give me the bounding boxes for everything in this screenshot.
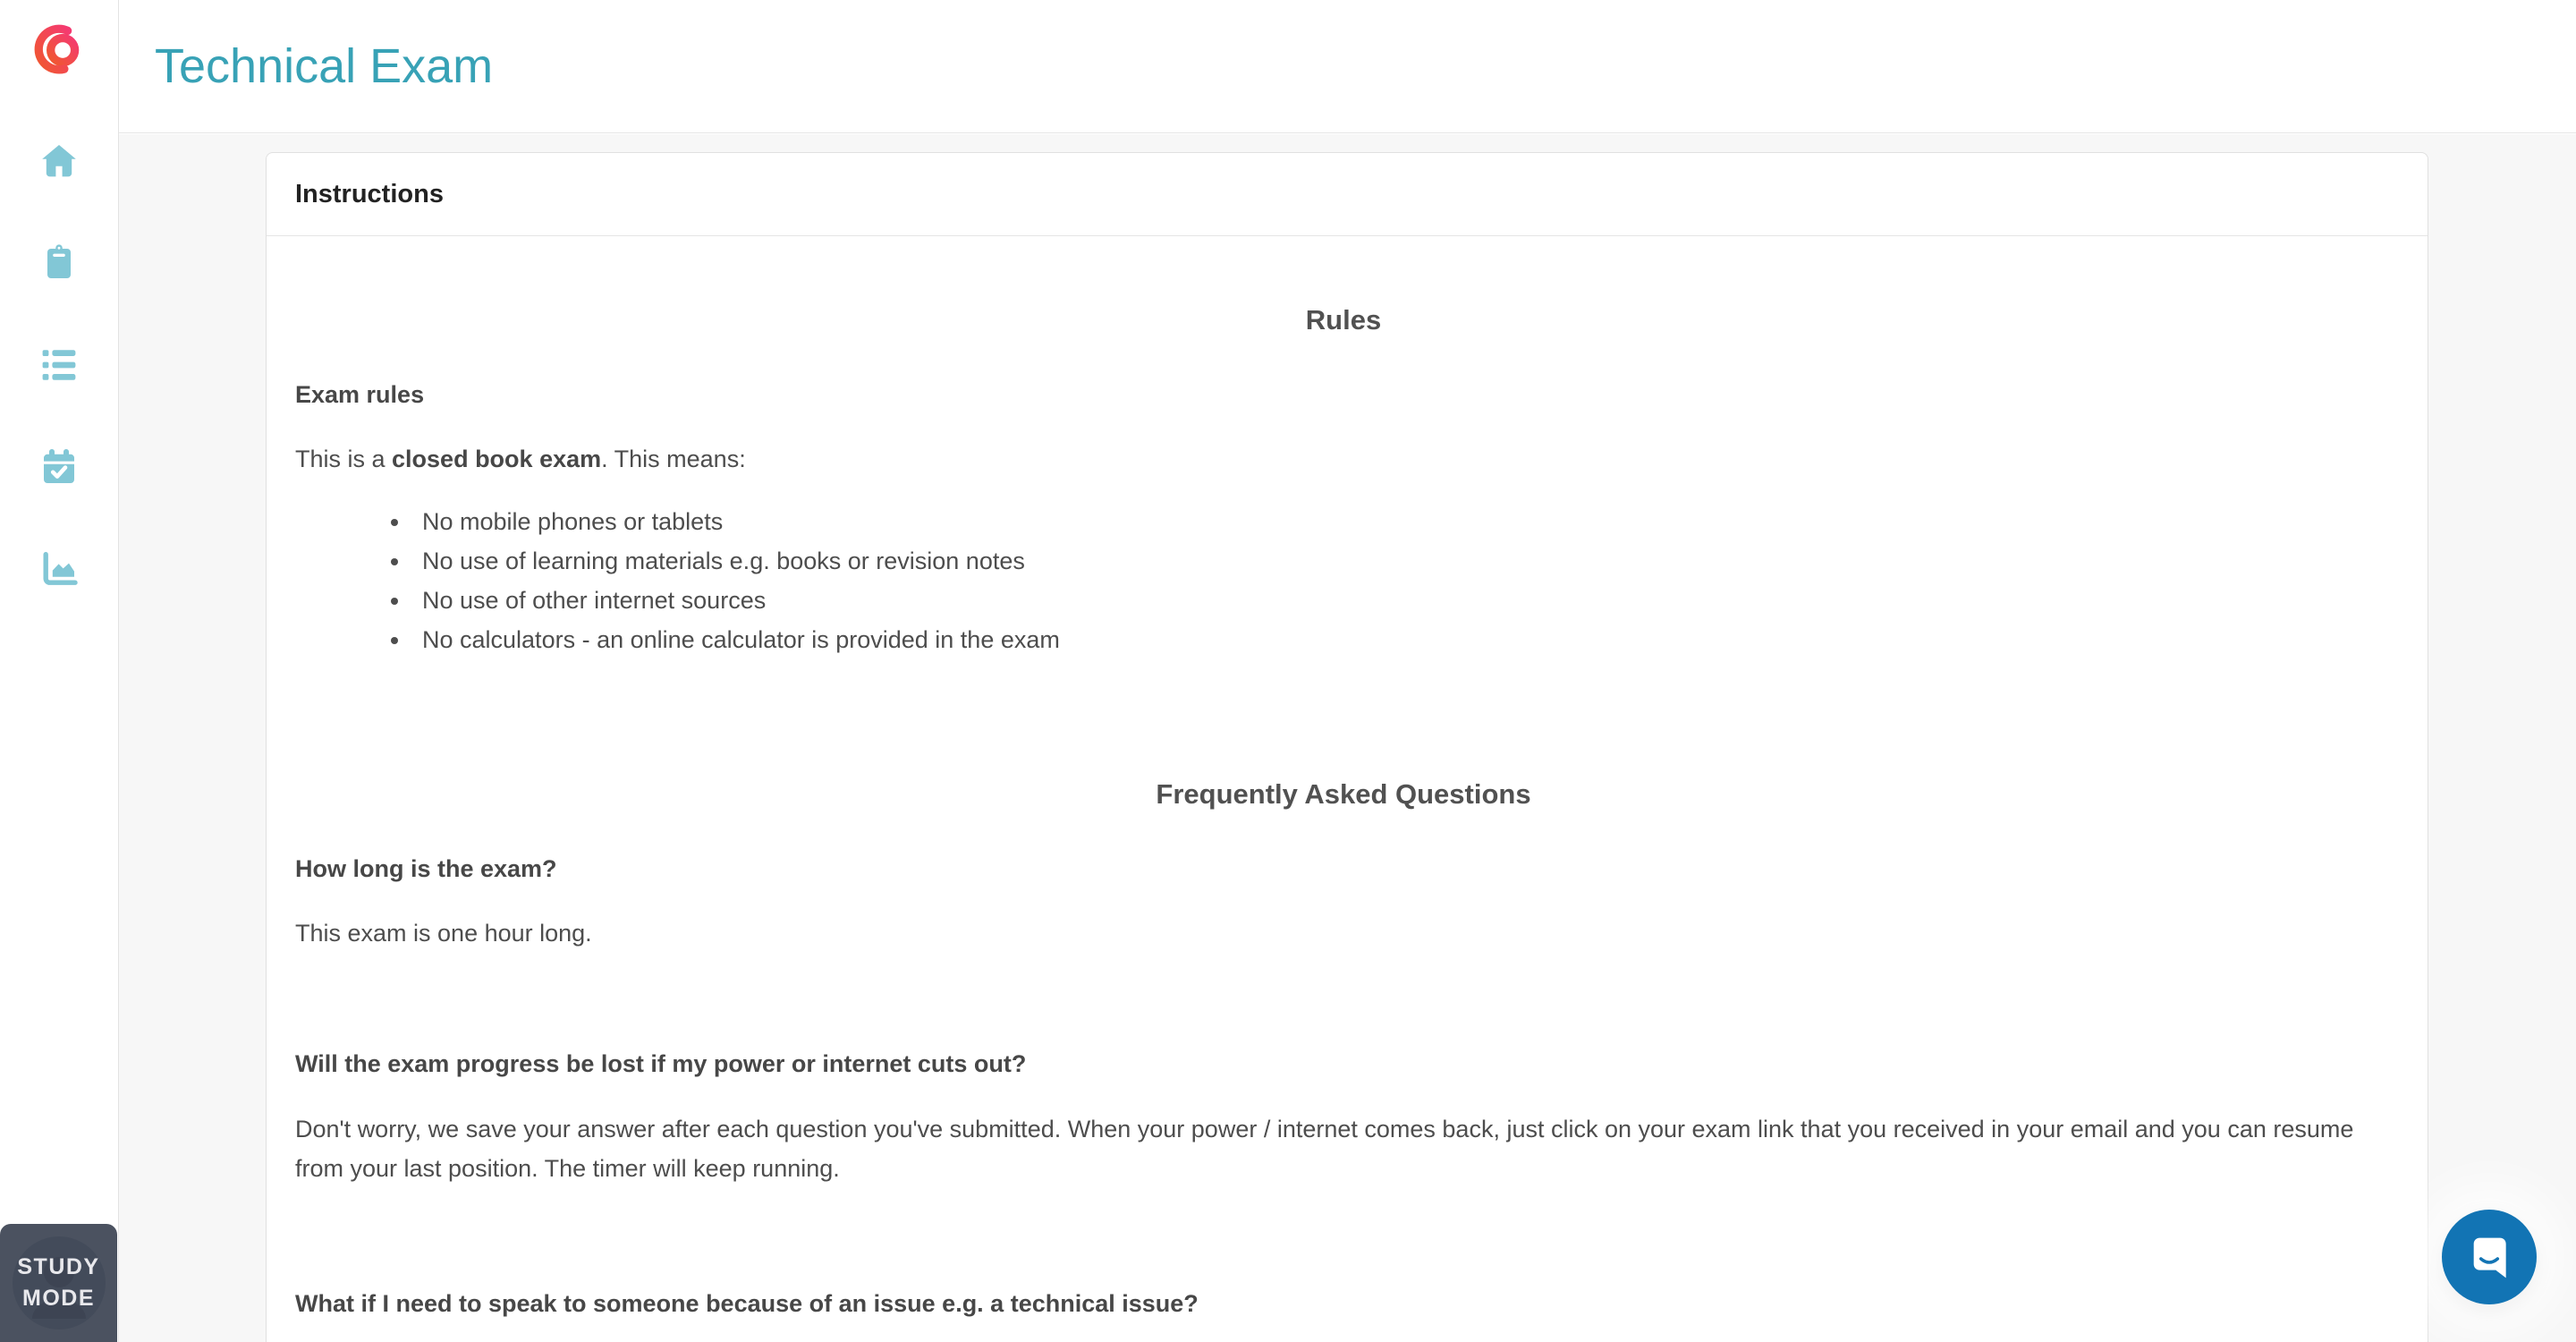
chart-area-icon	[38, 548, 80, 590]
sidebar-item-list[interactable]	[38, 344, 80, 386]
rules-list-item: • No mobile phones or tablets	[411, 502, 2392, 541]
chat-launcher-button[interactable]	[2442, 1210, 2537, 1304]
sidebar	[0, 0, 119, 1342]
study-mode-label: STUDY MODE	[17, 1254, 100, 1311]
faq-answer: This exam is one hour long.	[295, 920, 592, 947]
chat-bubble-icon	[2461, 1228, 2518, 1286]
page-header	[119, 0, 2576, 133]
faq-question: What if I need to speak to someone because of an issue e.g. a technical issue?	[295, 1290, 1199, 1317]
sidebar-item-exams[interactable]	[38, 242, 80, 285]
faq-question: How long is the exam?	[295, 855, 557, 882]
rules-list-item: • No use of other internet sources	[411, 581, 2392, 620]
rules-heading: Rules	[1305, 304, 1382, 336]
sidebar-item-schedule[interactable]	[38, 446, 80, 488]
page-title: Technical Exam	[155, 39, 494, 93]
instructions-card	[266, 152, 2428, 1342]
faq-answer: Don't worry, we save your answer after each question you've submitted. When your power / internet comes back, just click on your exam link that you received in your email and you can resume from your last position. The timer will keep running.	[295, 1116, 2354, 1182]
faq-question: Will the exam progress be lost if my power or internet cuts out?	[295, 1050, 1027, 1077]
instructions-card-title: Instructions	[267, 153, 2428, 236]
rules-intro-bold: closed book exam	[392, 446, 602, 472]
rules-list	[295, 502, 2392, 659]
rules-intro-suffix: . This means:	[601, 446, 746, 472]
home-icon	[38, 140, 80, 183]
study-mode-badge[interactable]	[0, 1224, 117, 1342]
sidebar-item-results[interactable]	[38, 548, 80, 590]
content-area	[119, 134, 2576, 1342]
list-icon	[38, 344, 80, 386]
rules-list-item: • No use of learning materials e.g. books or revision notes	[411, 541, 2392, 581]
faq-heading: Frequently Asked Questions	[1156, 778, 1531, 810]
app-logo-icon[interactable]	[33, 23, 85, 75]
calendar-check-icon	[38, 446, 80, 488]
rules-list-item: • No calculators - an online calculator is provided in the exam	[411, 620, 2392, 659]
instructions-card-body	[267, 302, 2428, 1320]
clipboard-icon	[38, 242, 80, 285]
rules-intro	[295, 443, 2392, 475]
exam-rules-subheading: Exam rules	[295, 381, 425, 408]
sidebar-item-home[interactable]	[38, 140, 80, 183]
sidebar-nav	[0, 140, 118, 590]
rules-intro-prefix: This is a	[295, 446, 393, 472]
